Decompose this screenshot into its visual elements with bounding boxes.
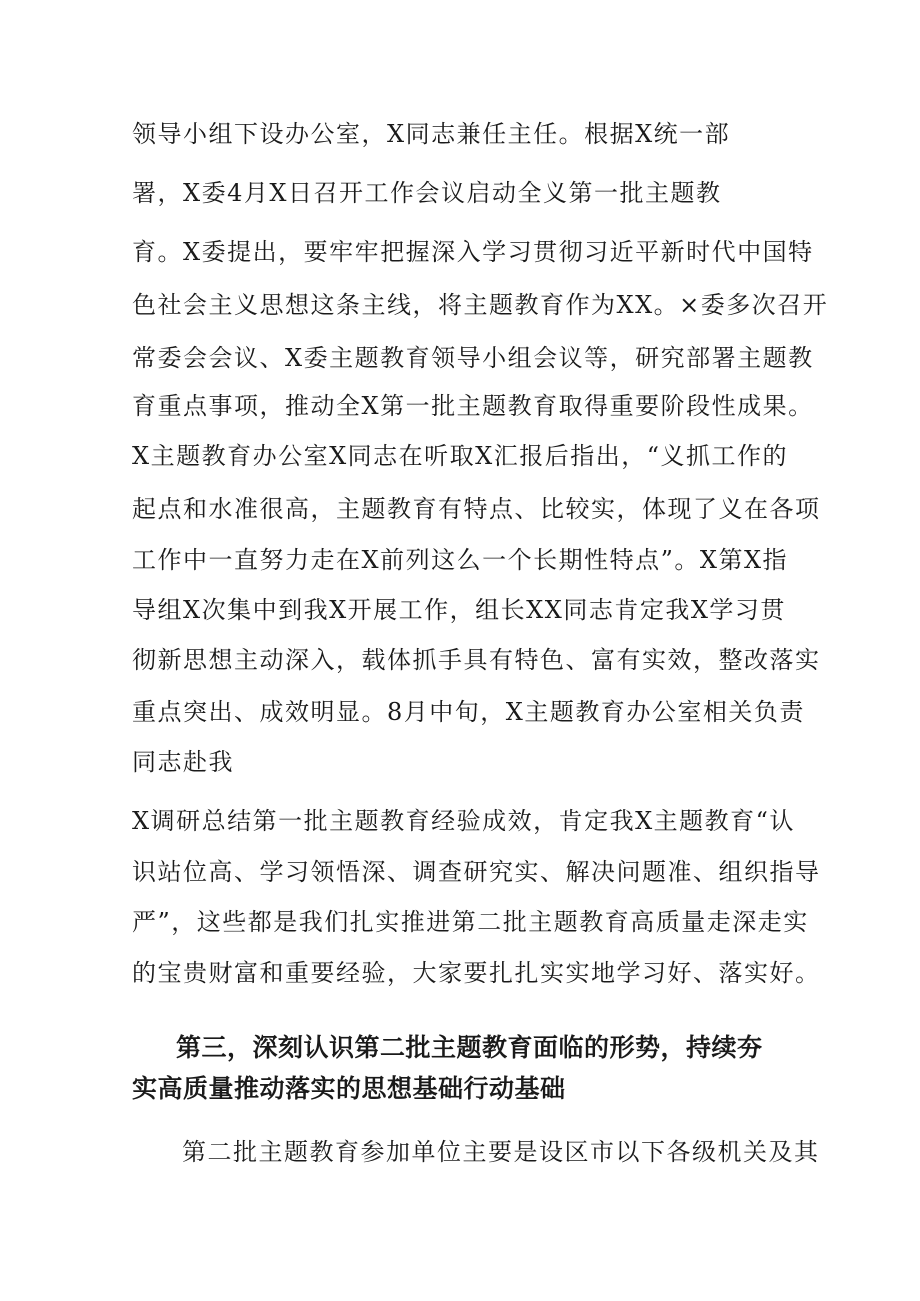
paragraph-line: 育。X委提出，要牢牢把握深入学习贯彻习近平新时代中国特 [132, 238, 814, 266]
paragraph-line: 色社会主义思想这条主线，将主题教育作为XX。×委多次召开 [132, 291, 829, 319]
paragraph-line: 识站位高、学习领悟深、调查研究实、解决问题准、组织指导 [132, 858, 821, 886]
paragraph-line: 导组X次集中到我X开展工作，组长XX同志肯定我X学习贯 [132, 596, 786, 624]
paragraph-line: 领导小组下设办公室，X同志兼任主任。根据X统一部 [132, 120, 731, 148]
paragraph-line: X主题教育办公室X同志在听取X汇报后指出，“义抓工作的 [132, 442, 789, 470]
paragraph-line: 育重点事项，推动全X第一批主题教育取得重要阶段性成果。 [132, 392, 814, 420]
paragraph-line: 起点和水准很高，主题教育有特点、比较实，体现了义在各项 [132, 495, 821, 523]
paragraph-line: 工作中一直努力走在X前列这么一个长期性特点”。X第X指 [132, 546, 789, 574]
paragraph-line: 同志赴我 [132, 748, 234, 776]
paragraph-line: 彻新思想主动深入，载体抓手具有特色、富有实效，整改落实 [132, 646, 821, 674]
paragraph-line: 的宝贵财富和重要经验，大家要扎扎实实地学习好、落实好。 [132, 959, 821, 987]
paragraph-line: X调研总结第一批主题教育经验成效，肯定我X主题教育“认 [132, 807, 795, 835]
section-heading-line: 实高质量推动落实的思想基础行动基础 [132, 1074, 566, 1103]
section-heading-line: 第三，深刻认识第二批主题教育面临的形势，持续夯 [176, 1033, 763, 1062]
paragraph-line: 第二批主题教育参加单位主要是设区市以下各级机关及其 [182, 1138, 820, 1166]
paragraph-line: 常委会会议、X委主题教育领导小组会议等，研究部署主题教 [132, 344, 814, 372]
paragraph-line: 严”，这些都是我们扎实推进第二批主题教育高质量走深走实 [132, 908, 809, 936]
paragraph-line: 署，X委4月X日召开工作会议启动全义第一批主题教 [132, 179, 722, 207]
paragraph-line: 重点突出、成效明显。8月中旬，X主题教育办公室相关负责 [132, 698, 805, 726]
